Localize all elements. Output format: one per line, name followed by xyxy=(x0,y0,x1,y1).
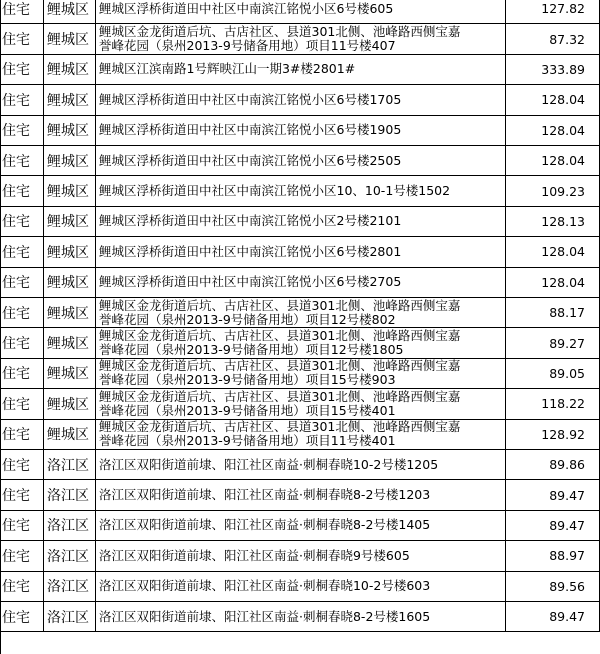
area-cell: 128.04 xyxy=(506,268,600,297)
table-row xyxy=(0,85,600,115)
district-cell: 鲤城区 xyxy=(44,268,96,297)
table-left-border xyxy=(0,0,1,654)
table-row xyxy=(0,450,600,480)
address-line: 鲤城区金龙街道后坑、古店社区、县道301北侧、池峰路西侧宝嘉 xyxy=(99,389,461,404)
property-type-cell: 住宅 xyxy=(0,176,44,205)
address-cell xyxy=(96,298,506,327)
address-cell xyxy=(96,602,506,631)
area-cell: 127.82 xyxy=(506,0,600,23)
property-type-cell: 住宅 xyxy=(0,359,44,388)
property-type-cell: 住宅 xyxy=(0,572,44,601)
address-line: 鲤城区浮桥街道田中社区中南滨江铭悦小区6号楼2801 xyxy=(99,243,402,259)
address-cell xyxy=(96,328,506,357)
area-cell: 89.47 xyxy=(506,602,600,631)
area-cell: 128.13 xyxy=(506,207,600,236)
property-type-cell: 住宅 xyxy=(0,55,44,84)
district-cell: 洛江区 xyxy=(44,602,96,631)
property-type-cell: 住宅 xyxy=(0,24,44,53)
address-line: 誉峰花园（泉州2013-9号储备用地）项目15号楼903 xyxy=(99,372,396,388)
address-line: 誉峰花园（泉州2013-9号储备用地）项目15号楼401 xyxy=(99,402,396,418)
table-row xyxy=(0,511,600,541)
district-cell: 洛江区 xyxy=(44,480,96,509)
table-row xyxy=(0,602,600,632)
table-row xyxy=(0,572,600,602)
address-line: 誉峰花园（泉州2013-9号储备用地）项目12号楼802 xyxy=(99,311,396,327)
district-cell: 鲤城区 xyxy=(44,116,96,145)
area-cell: 88.97 xyxy=(506,541,600,570)
area-cell: 109.23 xyxy=(506,176,600,205)
address-cell xyxy=(96,480,506,509)
address-cell xyxy=(96,0,506,23)
area-cell: 89.47 xyxy=(506,511,600,540)
address-cell xyxy=(96,359,506,388)
table-row xyxy=(0,55,600,85)
property-type-cell: 住宅 xyxy=(0,480,44,509)
area-cell: 89.86 xyxy=(506,450,600,479)
area-cell: 89.47 xyxy=(506,480,600,509)
address-line: 鲤城区浮桥街道田中社区中南滨江铭悦小区6号楼605 xyxy=(99,0,394,16)
area-cell: 128.92 xyxy=(506,420,600,449)
address-line: 鲤城区浮桥街道田中社区中南滨江铭悦小区6号楼1905 xyxy=(99,122,402,138)
address-line: 鲤城区金龙街道后坑、古店社区、县道301北侧、池峰路西侧宝嘉 xyxy=(99,358,461,374)
district-cell: 鲤城区 xyxy=(44,176,96,205)
table-row xyxy=(0,146,600,176)
district-cell: 鲤城区 xyxy=(44,328,96,357)
address-line: 鲤城区江滨南路1号辉映江山一期3#楼2801# xyxy=(99,61,356,77)
table-row xyxy=(0,237,600,267)
table-row xyxy=(0,480,600,510)
address-line: 鲤城区金龙街道后坑、古店社区、县道301北侧、池峰路西侧宝嘉 xyxy=(99,298,461,313)
table-row xyxy=(0,389,600,419)
district-cell: 鲤城区 xyxy=(44,85,96,114)
table-row xyxy=(0,298,600,328)
address-cell xyxy=(96,450,506,479)
address-line: 誉峰花园（泉州2013-9号储备用地）项目12号楼1805 xyxy=(99,342,404,358)
area-cell: 89.05 xyxy=(506,359,600,388)
address-cell xyxy=(96,237,506,266)
address-cell xyxy=(96,572,506,601)
district-cell: 鲤城区 xyxy=(44,359,96,388)
property-type-cell: 住宅 xyxy=(0,207,44,236)
table-row xyxy=(0,0,600,24)
district-cell: 鲤城区 xyxy=(44,0,96,23)
table-row xyxy=(0,268,600,298)
property-type-cell: 住宅 xyxy=(0,328,44,357)
address-cell xyxy=(96,268,506,297)
address-line: 鲤城区浮桥街道田中社区中南滨江铭悦小区10、10-1号楼1502 xyxy=(99,183,451,199)
district-cell: 鲤城区 xyxy=(44,207,96,236)
property-type-cell: 住宅 xyxy=(0,602,44,631)
address-cell xyxy=(96,389,506,418)
table-row xyxy=(0,420,600,450)
district-cell: 鲤城区 xyxy=(44,298,96,327)
address-line: 洛江区双阳街道前埭、阳江社区南益·刺桐春晓8-2号楼1605 xyxy=(99,608,431,624)
area-cell: 89.27 xyxy=(506,328,600,357)
address-line: 鲤城区浮桥街道田中社区中南滨江铭悦小区2号楼2101 xyxy=(99,213,402,229)
address-line: 鲤城区浮桥街道田中社区中南滨江铭悦小区6号楼2505 xyxy=(99,152,402,168)
district-cell: 洛江区 xyxy=(44,450,96,479)
address-cell xyxy=(96,176,506,205)
area-cell: 128.04 xyxy=(506,146,600,175)
property-type-cell: 住宅 xyxy=(0,511,44,540)
address-line: 鲤城区浮桥街道田中社区中南滨江铭悦小区6号楼1705 xyxy=(99,91,402,107)
property-type-cell: 住宅 xyxy=(0,268,44,297)
property-type-cell: 住宅 xyxy=(0,420,44,449)
address-cell xyxy=(96,55,506,84)
table-row xyxy=(0,328,600,358)
area-cell: 128.04 xyxy=(506,237,600,266)
address-line: 洛江区双阳街道前埭、阳江社区南益·刺桐春晓8-2号楼1203 xyxy=(99,487,431,503)
district-cell: 鲤城区 xyxy=(44,24,96,53)
address-line: 鲤城区浮桥街道田中社区中南滨江铭悦小区6号楼2705 xyxy=(99,274,402,290)
area-cell: 88.17 xyxy=(506,298,600,327)
property-type-cell: 住宅 xyxy=(0,116,44,145)
property-type-cell: 住宅 xyxy=(0,541,44,570)
table-row xyxy=(0,176,600,206)
address-line: 洛江区双阳街道前埭、阳江社区南益·刺桐春晓10-2号楼603 xyxy=(99,578,431,594)
address-cell xyxy=(96,511,506,540)
address-cell xyxy=(96,420,506,449)
district-cell: 鲤城区 xyxy=(44,389,96,418)
table-row xyxy=(0,207,600,237)
property-type-cell: 住宅 xyxy=(0,0,44,23)
area-cell: 128.04 xyxy=(506,85,600,114)
table-row xyxy=(0,541,600,571)
address-line: 誉峰花园（泉州2013-9号储备用地）项目11号楼401 xyxy=(99,433,396,449)
area-cell: 333.89 xyxy=(506,55,600,84)
address-cell xyxy=(96,116,506,145)
property-type-cell: 住宅 xyxy=(0,237,44,266)
area-cell: 128.04 xyxy=(506,116,600,145)
district-cell: 洛江区 xyxy=(44,572,96,601)
address-line: 洛江区双阳街道前埭、阳江社区南益·刺桐春晓9号楼605 xyxy=(99,547,410,563)
area-cell: 118.22 xyxy=(506,389,600,418)
address-cell xyxy=(96,207,506,236)
district-cell: 鲤城区 xyxy=(44,420,96,449)
table-row xyxy=(0,24,600,54)
address-cell xyxy=(96,85,506,114)
address-line: 鲤城区金龙街道后坑、古店社区、县道301北侧、池峰路西侧宝嘉 xyxy=(99,24,461,40)
address-line: 誉峰花园（泉州2013-9号储备用地）项目11号楼407 xyxy=(99,38,396,54)
area-cell: 87.32 xyxy=(506,24,600,53)
property-type-cell: 住宅 xyxy=(0,450,44,479)
table-row xyxy=(0,359,600,389)
property-type-cell: 住宅 xyxy=(0,146,44,175)
property-type-cell: 住宅 xyxy=(0,85,44,114)
district-cell: 鲤城区 xyxy=(44,55,96,84)
address-line: 洛江区双阳街道前埭、阳江社区南益·刺桐春晓8-2号楼1405 xyxy=(99,517,431,533)
address-cell xyxy=(96,24,506,53)
property-type-cell: 住宅 xyxy=(0,389,44,418)
address-cell xyxy=(96,146,506,175)
district-cell: 鲤城区 xyxy=(44,146,96,175)
address-line: 洛江区双阳街道前埭、阳江社区南益·刺桐春晓10-2号楼1205 xyxy=(99,456,439,472)
table-row xyxy=(0,116,600,146)
address-line: 鲤城区金龙街道后坑、古店社区、县道301北侧、池峰路西侧宝嘉 xyxy=(99,328,461,344)
district-cell: 鲤城区 xyxy=(44,237,96,266)
area-cell: 89.56 xyxy=(506,572,600,601)
address-line: 鲤城区金龙街道后坑、古店社区、县道301北侧、池峰路西侧宝嘉 xyxy=(99,419,461,435)
district-cell: 洛江区 xyxy=(44,541,96,570)
district-cell: 洛江区 xyxy=(44,511,96,540)
address-cell xyxy=(96,541,506,570)
property-type-cell: 住宅 xyxy=(0,298,44,327)
